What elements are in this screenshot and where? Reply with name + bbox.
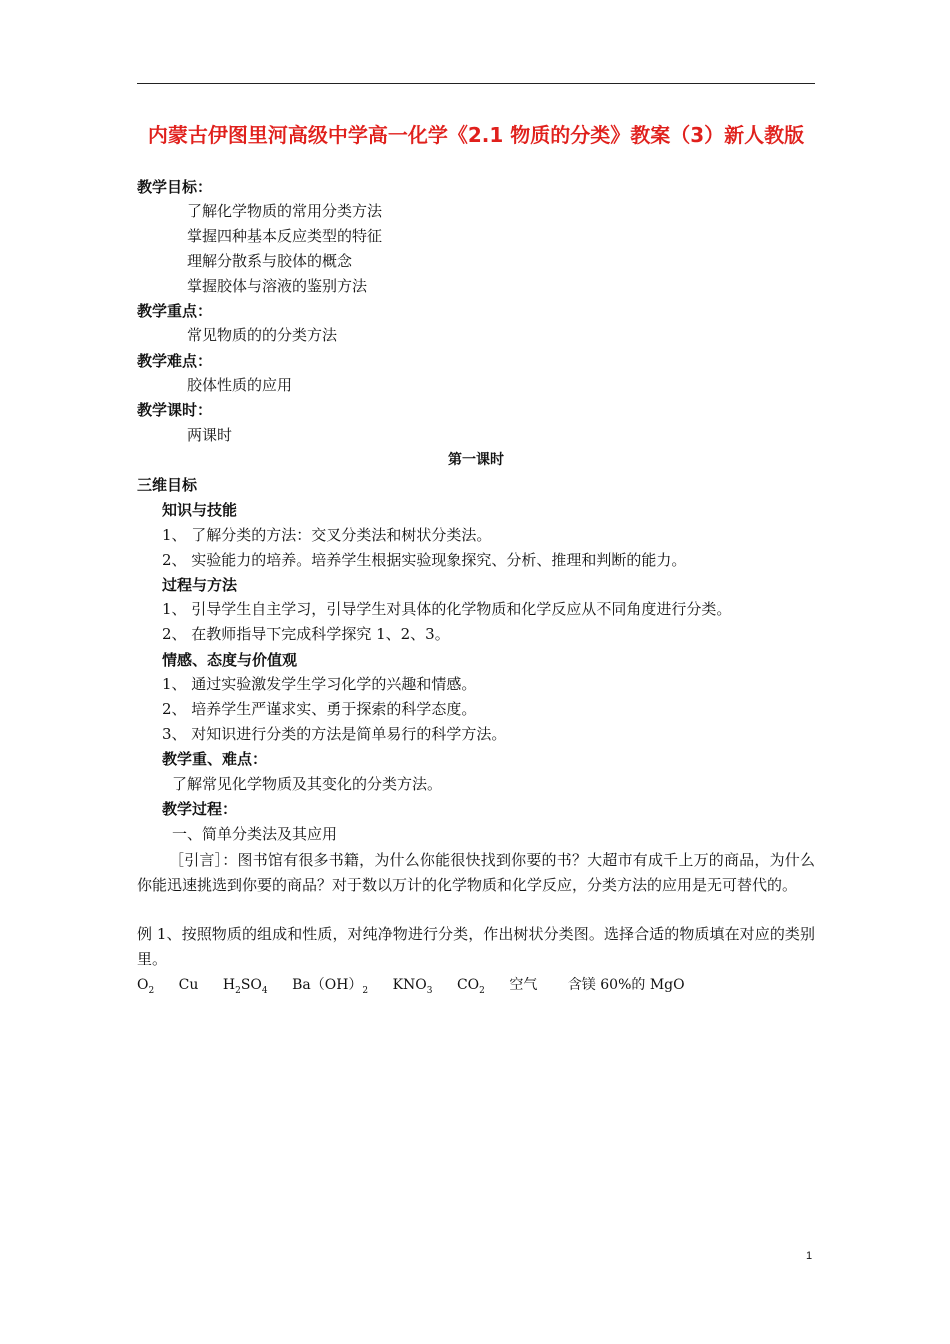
process-item: 1、 引导学生自主学习，引导学生对具体的化学物质和化学反应从不同角度进行分类。 [162, 600, 732, 618]
key-diff-text: 了解常见化学物质及其变化的分类方法。 [172, 775, 443, 793]
substance-item: $CO_2$ [456, 977, 485, 996]
goal-item: 掌握四种基本反应类型的特征 [187, 227, 383, 245]
key-diff-heading: 教学重、难点： [162, 750, 268, 768]
hours-text: 两课时 [187, 426, 233, 444]
hours-heading: 教学课时： [137, 401, 213, 419]
emotion-item: 1、 通过实验激发学生学习化学的兴趣和情感。 [162, 675, 477, 693]
substance-item: $O_2$ [137, 977, 155, 996]
goal-item: 了解化学物质的常用分类方法 [187, 202, 383, 220]
difficulty-text: 胶体性质的应用 [187, 376, 293, 394]
goal-item: 掌握胶体与溶液的鉴别方法 [187, 277, 368, 295]
example-paragraph: 例 1、按照物质的组成和性质，对纯净物进行分类，作出树状分类图。选择合适的物质填在对应的类别里。 [137, 925, 815, 968]
emotion-item: 3、 对知识进行分类的方法是简单易行的科学方法。 [162, 725, 507, 743]
key-text: 常见物质的的分类方法 [187, 326, 338, 344]
intro-paragraph: ［引言］：图书馆有很多书籍，为什么你能很快找到你要的书？大超市有成千上万的商品，为什么你能迅速挑选到你要的商品？对于数以万计的化学物质和化学反应，分类方法的应用是无可替代的。 [137, 851, 815, 894]
lesson-title: 第一课时 [448, 452, 504, 468]
knowledge-heading: 知识与技能 [162, 501, 238, 519]
process-item: 2、 在教师指导下完成科学探究 1、2、3。 [162, 625, 450, 643]
substance-item: Cu [178, 977, 199, 993]
key-heading: 教学重点： [137, 302, 213, 320]
substance-item: $Ba(OH)_2$ [292, 977, 369, 996]
process-section-heading: 教学过程： [162, 800, 238, 818]
substance-item: $KNO_3$ [392, 977, 433, 996]
knowledge-item: 2、 实验能力的培养。培养学生根据实验现象探究、分析、推理和判断的能力。 [162, 551, 687, 569]
section-heading: 一、简单分类法及其应用 [172, 825, 338, 843]
three-dim-heading: 三维目标 [137, 476, 198, 494]
header-rule [137, 83, 815, 84]
emotion-heading: 情感、态度与价值观 [162, 651, 298, 669]
page-number: 1 [806, 1250, 813, 1262]
substance-item: 含镁 60%的 MgO [567, 977, 685, 993]
substance-list [137, 974, 705, 996]
goal-item: 理解分散系与胶体的概念 [187, 252, 353, 270]
emotion-item: 2、 培养学生严谨求实、勇于探索的科学态度。 [162, 700, 477, 718]
process-heading: 过程与方法 [162, 576, 238, 594]
document-title: 内蒙古伊图里河高级中学高一化学《2.1 物质的分类》教案（3）新人教版 [147, 123, 805, 147]
difficulty-heading: 教学难点： [137, 352, 213, 370]
substance-item: 空气 [509, 977, 538, 993]
goals-heading: 教学目标： [137, 178, 213, 196]
knowledge-item: 1、 了解分类的方法：交叉分类法和树状分类法。 [162, 526, 492, 544]
substance-item: $H_2SO_4$ [222, 977, 268, 996]
